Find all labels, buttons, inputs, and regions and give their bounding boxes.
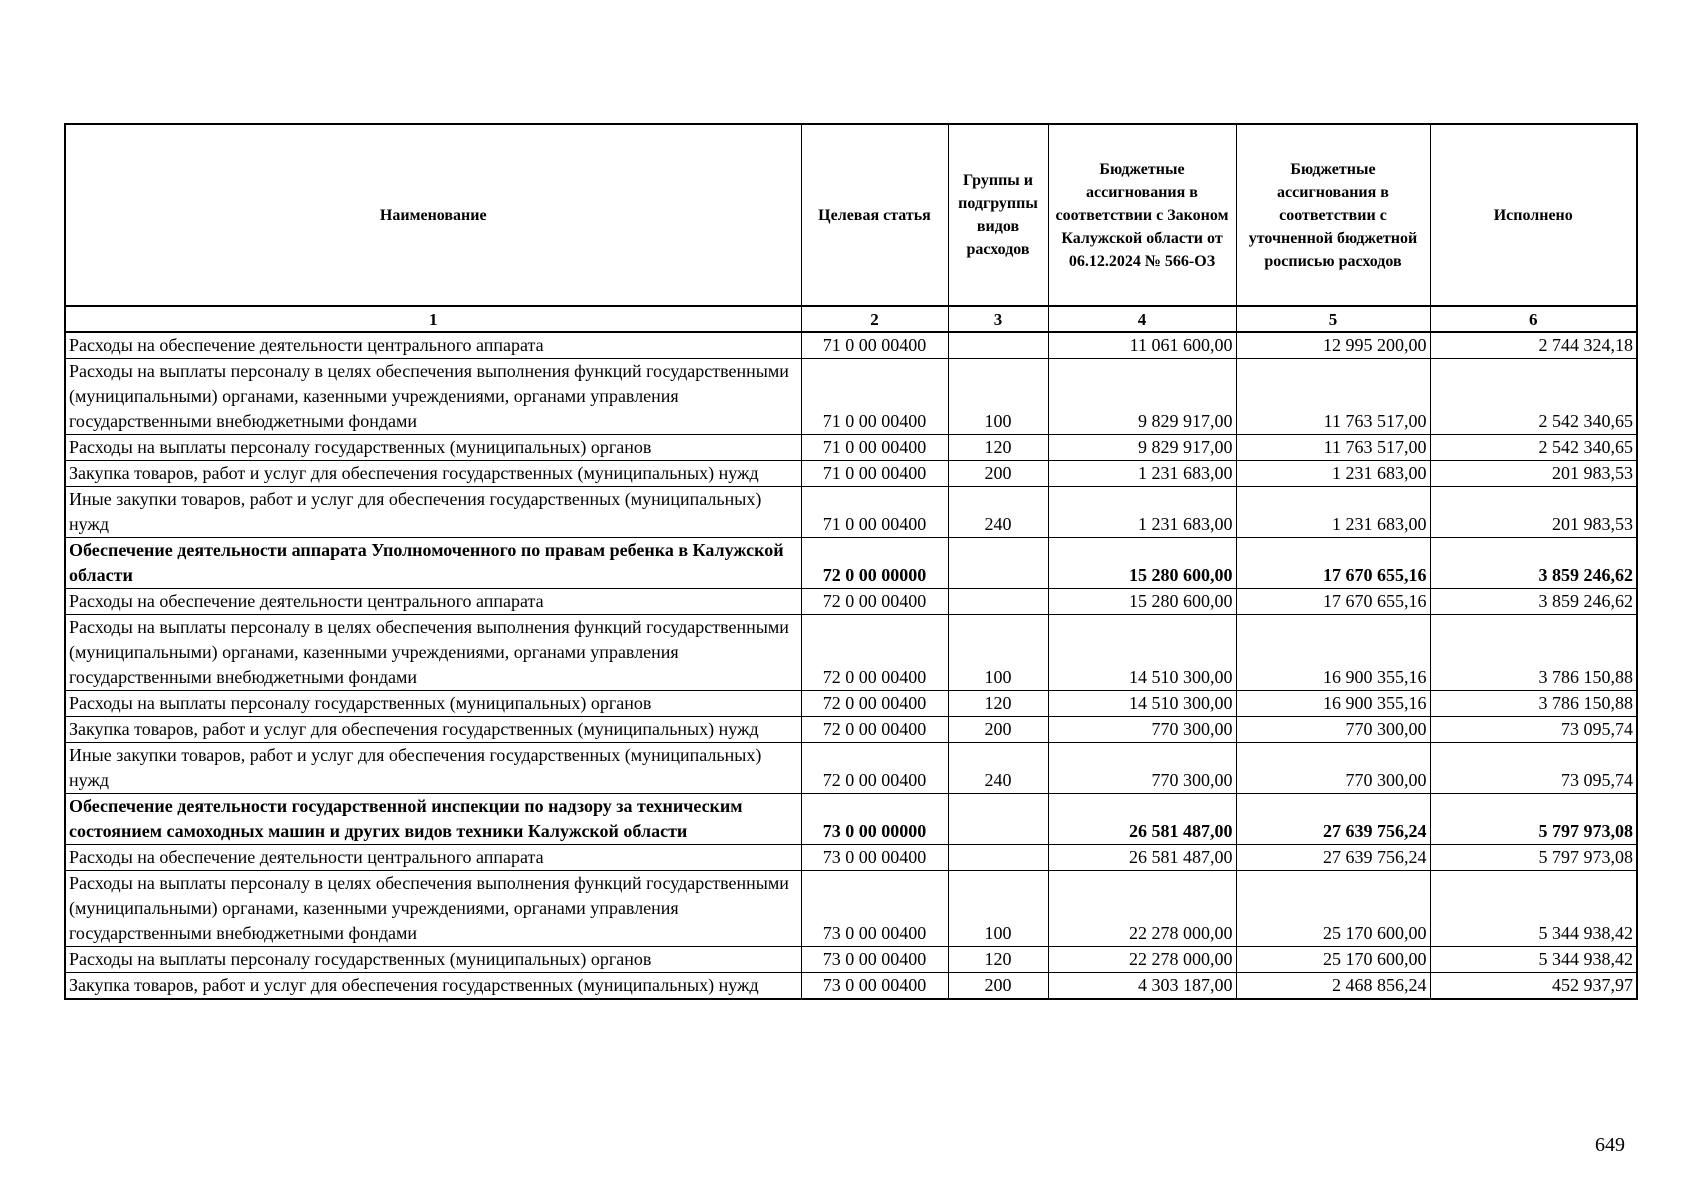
table-row	[65, 435, 1637, 461]
row-executed-amount: 201 983,53	[1430, 487, 1637, 538]
row-target-code: 73 0 00 00400	[801, 845, 948, 871]
row-executed-amount: 3 786 150,88	[1430, 691, 1637, 717]
row-name: Иные закупки товаров, работ и услуг для обеспечения государственных (муниципальных) нужд	[65, 487, 801, 538]
column-number: 4	[1048, 306, 1236, 332]
row-executed-amount: 5 344 938,42	[1430, 947, 1637, 973]
row-refined-amount: 1 231 683,00	[1236, 461, 1430, 487]
row-refined-amount: 770 300,00	[1236, 717, 1430, 743]
row-expense-group: 240	[948, 487, 1048, 538]
row-expense-group	[948, 589, 1048, 615]
row-target-code: 72 0 00 00400	[801, 743, 948, 794]
row-executed-amount: 2 542 340,65	[1430, 359, 1637, 435]
row-refined-amount: 16 900 355,16	[1236, 615, 1430, 691]
table-row	[65, 743, 1637, 794]
row-expense-group: 200	[948, 717, 1048, 743]
table-row	[65, 589, 1637, 615]
table-row	[65, 538, 1637, 589]
row-law-amount: 1 231 683,00	[1048, 487, 1236, 538]
row-target-code: 72 0 00 00400	[801, 717, 948, 743]
row-target-code: 72 0 00 00400	[801, 589, 948, 615]
row-target-code: 73 0 00 00400	[801, 871, 948, 947]
header-name: Наименование	[65, 124, 801, 306]
page-number: 649	[1595, 1134, 1625, 1156]
row-law-amount: 26 581 487,00	[1048, 845, 1236, 871]
header-group: Группы и подгруппы видов расходов	[948, 124, 1048, 306]
row-law-amount: 22 278 000,00	[1048, 947, 1236, 973]
row-law-amount: 26 581 487,00	[1048, 794, 1236, 845]
table-row	[65, 794, 1637, 845]
table-row	[65, 615, 1637, 691]
table-row	[65, 691, 1637, 717]
row-executed-amount: 73 095,74	[1430, 717, 1637, 743]
row-executed-amount: 5 797 973,08	[1430, 845, 1637, 871]
table-row	[65, 461, 1637, 487]
row-expense-group: 200	[948, 973, 1048, 1000]
row-name: Расходы на выплаты персоналу в целях обеспечения выполнения функций государственными (муниципальными) органами, казенными учреждениями, органами управления государственными внебюджетными фондами	[65, 359, 801, 435]
row-expense-group: 240	[948, 743, 1048, 794]
row-name: Расходы на обеспечение деятельности центрального аппарата	[65, 845, 801, 871]
header-row	[65, 124, 1637, 306]
row-executed-amount: 3 786 150,88	[1430, 615, 1637, 691]
row-law-amount: 1 231 683,00	[1048, 461, 1236, 487]
row-target-code: 73 0 00 00000	[801, 794, 948, 845]
budget-table	[64, 123, 1638, 1000]
row-refined-amount: 17 670 655,16	[1236, 538, 1430, 589]
row-law-amount: 770 300,00	[1048, 717, 1236, 743]
row-refined-amount: 2 468 856,24	[1236, 973, 1430, 1000]
table-row	[65, 947, 1637, 973]
column-number: 5	[1236, 306, 1430, 332]
table-row	[65, 332, 1637, 359]
row-refined-amount: 25 170 600,00	[1236, 947, 1430, 973]
column-number: 6	[1430, 306, 1637, 332]
row-refined-amount: 12 995 200,00	[1236, 332, 1430, 359]
row-refined-amount: 770 300,00	[1236, 743, 1430, 794]
row-target-code: 72 0 00 00000	[801, 538, 948, 589]
row-refined-amount: 17 670 655,16	[1236, 589, 1430, 615]
row-executed-amount: 3 859 246,62	[1430, 589, 1637, 615]
row-expense-group: 100	[948, 615, 1048, 691]
header-target: Целевая статья	[801, 124, 948, 306]
row-name: Расходы на выплаты персоналу государственных (муниципальных) органов	[65, 691, 801, 717]
row-name: Расходы на выплаты персоналу государственных (муниципальных) органов	[65, 435, 801, 461]
row-name: Расходы на выплаты персоналу в целях обеспечения выполнения функций государственными (муниципальными) органами, казенными учреждениями, органами управления государственными внебюджетными фондами	[65, 615, 801, 691]
row-expense-group: 200	[948, 461, 1048, 487]
row-law-amount: 22 278 000,00	[1048, 871, 1236, 947]
row-expense-group	[948, 332, 1048, 359]
row-refined-amount: 27 639 756,24	[1236, 845, 1430, 871]
row-name: Обеспечение деятельности аппарата Уполномоченного по правам ребенка в Калужской области	[65, 538, 801, 589]
row-target-code: 72 0 00 00400	[801, 691, 948, 717]
row-name: Расходы на выплаты персоналу в целях обеспечения выполнения функций государственными (муниципальными) органами, казенными учреждениями, органами управления государственными внебюджетными фондами	[65, 871, 801, 947]
row-executed-amount: 3 859 246,62	[1430, 538, 1637, 589]
row-target-code: 71 0 00 00400	[801, 487, 948, 538]
row-law-amount: 15 280 600,00	[1048, 589, 1236, 615]
row-name: Закупка товаров, работ и услуг для обеспечения государственных (муниципальных) нужд	[65, 717, 801, 743]
row-expense-group	[948, 845, 1048, 871]
row-law-amount: 15 280 600,00	[1048, 538, 1236, 589]
row-target-code: 72 0 00 00400	[801, 615, 948, 691]
column-number: 3	[948, 306, 1048, 332]
row-name: Закупка товаров, работ и услуг для обеспечения государственных (муниципальных) нужд	[65, 973, 801, 1000]
table-row	[65, 359, 1637, 435]
row-target-code: 73 0 00 00400	[801, 947, 948, 973]
row-executed-amount: 2 744 324,18	[1430, 332, 1637, 359]
table-row	[65, 487, 1637, 538]
row-name: Обеспечение деятельности государственной инспекции по надзору за техническим состоянием самоходных машин и других видов техники Калужской области	[65, 794, 801, 845]
column-number: 2	[801, 306, 948, 332]
row-expense-group: 100	[948, 871, 1048, 947]
row-law-amount: 11 061 600,00	[1048, 332, 1236, 359]
row-expense-group	[948, 538, 1048, 589]
header-executed: Исполнено	[1430, 124, 1637, 306]
row-executed-amount: 201 983,53	[1430, 461, 1637, 487]
row-name: Иные закупки товаров, работ и услуг для обеспечения государственных (муниципальных) нужд	[65, 743, 801, 794]
row-refined-amount: 1 231 683,00	[1236, 487, 1430, 538]
row-law-amount: 4 303 187,00	[1048, 973, 1236, 1000]
row-law-amount: 9 829 917,00	[1048, 435, 1236, 461]
table-row	[65, 973, 1637, 1000]
row-law-amount: 9 829 917,00	[1048, 359, 1236, 435]
table-row	[65, 717, 1637, 743]
row-executed-amount: 73 095,74	[1430, 743, 1637, 794]
row-executed-amount: 2 542 340,65	[1430, 435, 1637, 461]
column-number: 1	[65, 306, 801, 332]
row-executed-amount: 5 344 938,42	[1430, 871, 1637, 947]
table-body	[65, 332, 1637, 999]
row-target-code: 71 0 00 00400	[801, 359, 948, 435]
row-target-code: 71 0 00 00400	[801, 461, 948, 487]
row-executed-amount: 5 797 973,08	[1430, 794, 1637, 845]
row-refined-amount: 27 639 756,24	[1236, 794, 1430, 845]
row-expense-group: 120	[948, 691, 1048, 717]
row-name: Расходы на обеспечение деятельности центрального аппарата	[65, 332, 801, 359]
row-law-amount: 14 510 300,00	[1048, 691, 1236, 717]
row-name: Расходы на обеспечение деятельности центрального аппарата	[65, 589, 801, 615]
header-refined-appropriations: Бюджетные ассигнования в соответствии с уточненной бюджетной росписью расходов	[1236, 124, 1430, 306]
row-refined-amount: 16 900 355,16	[1236, 691, 1430, 717]
row-executed-amount: 452 937,97	[1430, 973, 1637, 1000]
row-refined-amount: 25 170 600,00	[1236, 871, 1430, 947]
row-expense-group: 100	[948, 359, 1048, 435]
column-number-row	[65, 306, 1637, 332]
row-expense-group	[948, 794, 1048, 845]
row-law-amount: 14 510 300,00	[1048, 615, 1236, 691]
row-expense-group: 120	[948, 947, 1048, 973]
row-expense-group: 120	[948, 435, 1048, 461]
row-refined-amount: 11 763 517,00	[1236, 359, 1430, 435]
row-target-code: 71 0 00 00400	[801, 332, 948, 359]
table-row	[65, 845, 1637, 871]
row-law-amount: 770 300,00	[1048, 743, 1236, 794]
row-target-code: 71 0 00 00400	[801, 435, 948, 461]
row-refined-amount: 11 763 517,00	[1236, 435, 1430, 461]
table-row	[65, 871, 1637, 947]
row-name: Расходы на выплаты персоналу государственных (муниципальных) органов	[65, 947, 801, 973]
row-name: Закупка товаров, работ и услуг для обеспечения государственных (муниципальных) нужд	[65, 461, 801, 487]
header-law-appropriations: Бюджетные ассигнования в соответствии с Законом Калужской области от 06.12.2024 № 566-ОЗ	[1048, 124, 1236, 306]
row-target-code: 73 0 00 00400	[801, 973, 948, 1000]
